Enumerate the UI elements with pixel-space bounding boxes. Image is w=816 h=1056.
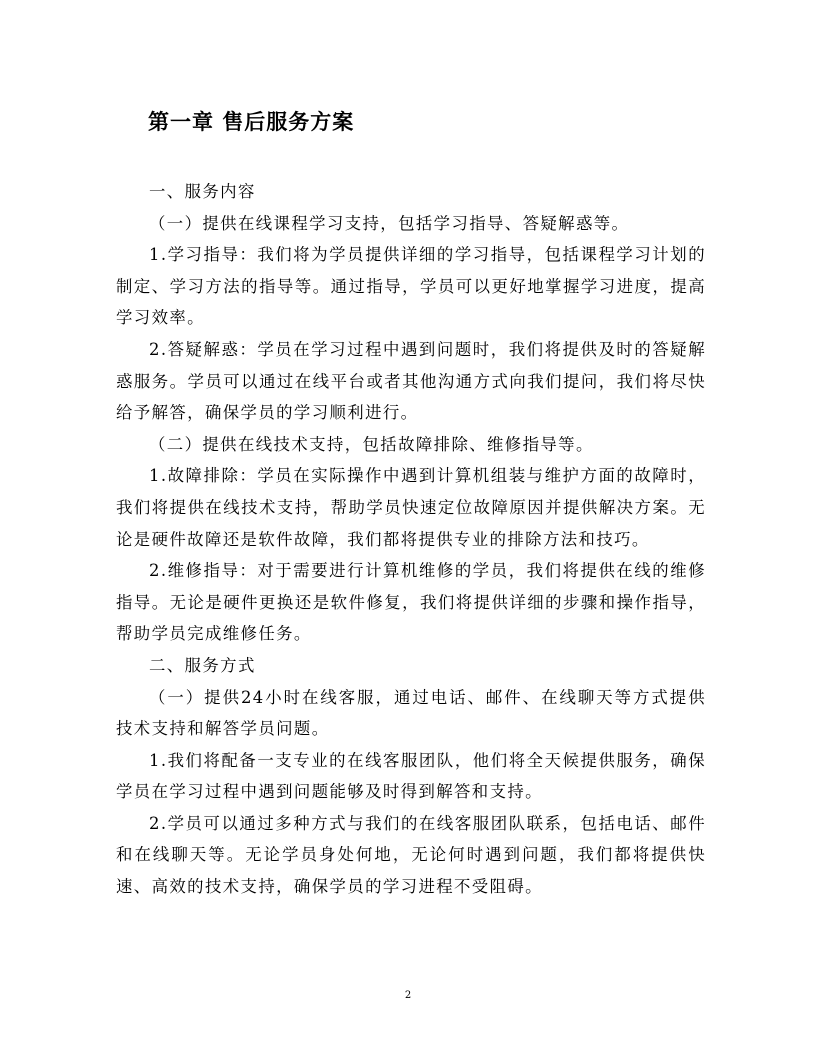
section-heading-service-method: 二、服务方式: [149, 655, 256, 675]
paragraph-customer-service-team: 1.我们将配备一支专业的在线客服团队，他们将全天候提供服务，确保学员在学习过程中遇到问题能够及时得到解答和支持。: [116, 750, 706, 802]
paragraph-contact-methods: 2.学员可以通过多种方式与我们的在线客服团队联系，包括电话、邮件和在线聊天等。无论学员身处何地，无论何时遇到问题，我们都将提供快速、高效的技术支持，确保学员的学习进程不受阻碍。: [116, 813, 706, 897]
subsection-heading-technical-support: （二）提供在线技术支持，包括故障排除、维修指导等。: [149, 434, 594, 454]
paragraph-repair-guidance: 2.维修指导：对于需要进行计算机维修的学员，我们将提供在线的维修指导。无论是硬件更换还是软件修复，我们将提供详细的步骤和操作指导，帮助学员完成维修任务。: [116, 561, 706, 644]
subsection-heading-24h-customer-service: （一）提供24小时在线客服，通过电话、邮件、在线聊天等方式提供技术支持和解答学员问题。: [116, 687, 706, 739]
paragraph-question-answering: 2.答疑解惑：学员在学习过程中遇到问题时，我们将提供及时的答疑解惑服务。学员可以通过在线平台或者其他沟通方式向我们提问，我们将尽快给予解答，确保学员的学习顺利进行。: [116, 339, 706, 423]
subsection-heading-online-course-support: （一）提供在线课程学习支持，包括学习指导、答疑解惑等。: [149, 213, 630, 233]
paragraph-learning-guidance: 1.学习指导：我们将为学员提供详细的学习指导，包括课程学习计划的制定、学习方法的指导等。通过指导，学员可以更好地掌握学习进度，提高学习效率。: [116, 245, 706, 328]
paragraph-troubleshooting: 1.故障排除：学员在实际操作中遇到计算机组装与维护方面的故障时，我们将提供在线技术支持，帮助学员快速定位故障原因并提供解决方案。无论是硬件故障还是软件故障，我们都将提供专业的排除方法和技巧。: [116, 466, 706, 549]
chapter-title: 第一章 售后服务方案: [148, 110, 355, 134]
section-heading-service-content: 一、服务内容: [149, 182, 256, 201]
document-body: [116, 176, 706, 903]
page-number: 2: [404, 990, 412, 1001]
